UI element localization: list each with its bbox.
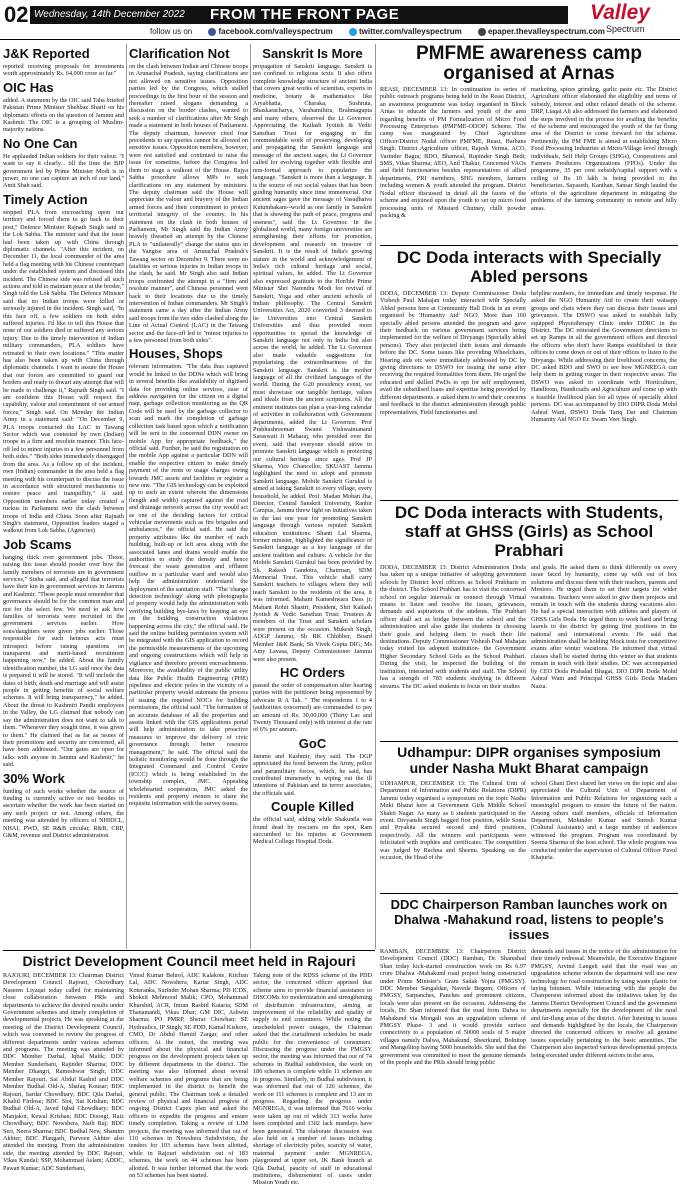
abled-col-a: DODA, DECEMBER 13: Deputy Commissioner Doda Vishesh Paul Mahajan today interacted with Specially Abled persons here at Community Hall Doda in an event organised by 'Humanity Aid' NGO. More than 160 specially abled persons attended the program and gave their feedback on various government services being implemented for the welfare of Divyangs (Specially abled persons). They also projected their issues and demands before the DC. Some issues like providing Wheelchairs, Hearing aids etc were immediately addressed by DC by giving directions to DSWO for issuing the same after receiving the required formalities from them. He urged the educated and skilled PwDs to opt for self employment, avail the subsidised loans and expertise being provided by different departments. e asked them to send their concerns and feedback to the district administration through public representatives, Field functionaries and <box>380 290 526 416</box>
article-text: reported receiving proposals for investments worth approximately Rs. 64,000 crore so far." <box>3 63 124 78</box>
headline-dc-doda-abled: DC Doda interacts with Specially Abled persons <box>396 248 662 286</box>
udhampur-col-a: UDHAMPUR, DECEMBER 13: The Cultural Unit of Department of Information and Public Relations (DIPR) Jammu today organised a symposium on the topic Nasha Mukt Bharat here at Government Girls Middle School Shakti Nagar. As many as 6 students participated in the event. Divyanshi Singh bagged first position, while Sonia and Pryakita secured second and third positions, respectively. All the winners and participants were felicitated with trophies and certificates. The competition was judged by Rachna and Sheenu. Speaking on the occasion, the Head of the <box>380 780 526 862</box>
article-text: funding of such works whether the source of funding is currently active or not besides to ascertain whether the work has been started on any such project or not. Among others, the meeting was attended by officers of NHIDCL, NHAI, PWD, SE R&B circular, R&B, CRP, G&M, revenue and District administration. <box>3 787 124 839</box>
pmfme-col-b: marketing, spices grinding, garlic paste etc. The District Agriculture officer elaborated the eligibility and terms of subsidy, interest and other related details of the scheme. DRP, Liaqat Ali also addressed the farmers and elaborated the steps involved in the process for availing the benefits of the scheme and encouraged the youth of the far flung area of the District to come forward for the scheme. Pertinently, the PM FME is aimed at establishing Micro Food Processing Industries at Micro/Village level through individuals, Self Help Groups (SHGs), Cooperatives and Farmers Producers Organizations (FPOs). Under the programme, 35 per cent subsidy/capital support with a ceiling of Rs 10 lakh is being provided to the beneficiaries. Sayaseth, Kanthan, Sansar Singh lauded the efforts of the agriculture department in mitigating the problems of the farming community in remote and hilly areas. <box>531 86 677 212</box>
section-rule <box>3 950 375 951</box>
date-bar <box>30 6 568 24</box>
masthead-rule <box>0 39 680 40</box>
article-text: Jammu and Kashmir, they said. The DGP appreciated the bond between the Army, police and paramilitary forces, which, he said, has contributed immensely in wiping out the ill intentions of Pakistan and its terror associates, the officials said. <box>253 752 372 797</box>
ramban-col-a: RAMBAN, DECEMBER 13: Chairperson District Development Council (DDC) Ramban, Dr. Shamshad Shan today kick-started construction work on Rs 6.97 crore Dhalwa -Mahakund road project being constructed under Prime Minister's Gram Sadak Yojna (PMGSY). DDC Member Sangaldan, Naveda Begum; Officers of PMGSY, Sarpanches, Panches and prominent citizens, locals were also present on the occasion. Addressing the locals, Dr. Shan informed that the road from Dalwa to Mahakund via Mongali was an upgradation scheme of PMGSY Phase- 3 and it would provide surface connectivity to a population of 50000 souls of 5 major villages namely Dalwa, Mahakund, Sheerkund, Bolnitop and Mangolitop having 5000 households. She said that the government was committed to meet the genuine demands of the people and the PRIs should bring public <box>380 948 526 1067</box>
issue-date: Wednesday, 14th December 2022 <box>34 9 185 20</box>
rajouri-col-c: Taking note of the RDSS scheme of the PDD sector, the concerned officer apprised that scheme aims to provide financial assistance to DISCOMs for modernization and strengthening of distribution infrastructure, aiming at improvement of the reliability and quality of supply to end consumers. While noting the unscheduled power outages, the Chairman asked that the curtailment schedules be made public for the convenience of consumers. Discussing the progress under the PMGSY sector, the meeting was informed that out of 74 schemes in Budhal subdivision, the work on 186 schemes is complete while 11 schemes are in progress. Similarly, in Budhal subdivision, it was informed that out of 126 schemes, the work on 111 schemes is complete and 13 are in progress. Regarding the progress under MGNREGA, it was informed that 7616 works were taken up out of which 313 works have been completed and 1302 lack mandays have been generated. The elaborate discussion was also held on a number of issues including shortage of electricity poles, scarcity of water, maternal payment under MGNREGA, playground at upper sot, JK Bank branch at Qila Darhal, paucity of staff in educational institutions, disbursement of cases under Mission Youth etc. <box>253 972 372 1187</box>
headline: Sanskrit Is More <box>262 46 363 61</box>
facebook-icon <box>208 28 216 36</box>
article-text: passed the order of compensation after hearing parties with the petitioner being represented by advocate R A Tak. " The respondents 1 to 4 (authorities concerned) are commanded to pay an amount of Rs. 30,00,000 (Thirty Lac and Twenty Thousand only) with interest at the rate of 6% per annum. <box>253 681 372 734</box>
twitter-link[interactable]: twitter.com/valleyspectrum <box>349 27 462 36</box>
article-text: added. A statement by the OIC said Taha briefed Pakistan Prime Minister Shehbaz Sharif on his diplomatic efforts on the question of Jammu and Kashmir. The OIC is a grouping of Muslim-majority nations. <box>3 96 124 134</box>
headline: Job Scams <box>3 536 72 552</box>
article-text: relevant information. "The data thus captured would be linked to the DDNs which will bring in several benefits like availability of digitised data for providing online services, ease of address navigation for the citizen on a digital map, garbage collection monitoring as the QR Code will be used by the garbage collector to scan and mark the completion of garbage collection task based upon which a notification will be sent to the concerned DDN owner on mobile App for appropriate feedback," the official said. Further, he said the registration on the mobile App against a particular DDN will enable the respective citizen to make timely payment of the rents or usage charges owing towards JMC assets and facilities or register a new one. "The GIS technology can be exploited up to such an extent wherein the dimensions (length and width) captured against the road and drainage network across the city would act as one of the deciding factors for critical vehicular movements such as fire brigades and ambulances," the official said. He said the property attributes like the number of each building, built-up or left area along with the associated lanes and drains would enable the authorities to study the density and hence forecast the waste generation and effluent outflow in a particular ward and would also help the administration understand the deployment of the sanitation staff. "The 'change detection technology' along with photographs of property would help the administration with verifying building bye-laws by keeping an eye on the building construction violations happening across the city," the official said. He said the online building permission system will be integrated with the GIS application to record the permissible measurements of the upcoming and ongoing constructions which will help in vigilance and therefore prevent encroachments. Moreover, the availability of the public utility data like Public Health Engineering (PHE) pipelines and electric poles in the vicinity of a particular property would automate the process of issuing the required NOCs for building permissions, the official said. "The formation of an accurate database of all the properties and assets linked with the GIS applications portal will help administration to take proactive measures to improve the delivery of civic governance through better resource management," he said. The official said the holistic monitoring would be done through the Integrated Command and Control Centre (ICCC) which is being established in the township complex, JMC. Appealing wholehearted cooperation, JMC asked the residents and property owners to share the requisite information with the survey teams. <box>129 363 248 808</box>
twitter-icon <box>349 28 357 36</box>
rajouri-col-b: Vinod Kumar Behrol, ADC Kalakote, Kitchan Lal, ADC Nowshera, Kartar Singh, ADC Koteranka, Surinder Mohan Sharma; PD ICDS, Shokeit Mehmood Malik; CPO, Mohammad Khurshid, ACR, Imran Rashid Kataria; SDM Thanamandi, Vikas Dhar; GM DIC, Ashwin Sharma; PO PMRP, Sherar Chowhan; SE Hydraulics, IP Singh; SE PDD, Kamal Kishore, CMO, Dr Abdul Hamid Zargar, and other officers. At the outset, the meeting was informed about the physical and financial progress on the development projects taken up by different departments in the district. The meeting was also informed about several welfare schemes and programs that are being implemented in the district to benefit the general public. The Chairman took a detailed review of physical and financial progress of ongoing District Capex plan and asked the officers to expedite the progress and ensure timely completion. Taking a review of LJM projects, the meeting was informed that out of 110 schemes in Nowshera Subdivision, the tenders for 103 schemes have been allotted, while in Rajouri subdivision out of 183 schemes, the work on 44 schemes has been allotted. It was further informed that the work on 53 schemes has been started. <box>129 972 248 1179</box>
column-divider <box>250 44 251 949</box>
article-text: hanging thick over government jobs. Those, raising this issue should ponder over how the family members of terrorists are in government services," Sinha said, and alleged that terrorists have their kin in government services in Jammu and Kashmir. "These people must remember that governance should be for the common man and not for the select few. We need to ask how families of terrorists were recruited in the government services earlier. How sons/daughters were given jobs earlier. Those responsible for such heinous acts must introspect before raising questions on transparent and merit-based recruitment happening now," he added. About the family identification number, the LG said once the data is prepared it will be stored. "It will include the dates of birth, death and marriage and will assist people in getting benefits of social welfare schemes. It will bring transparency," he added. About the threat to Kashmiri Pandit employees in the Valley, the LG claimed that nobody can say the administration does not want to talk to them. "Whenever they sought time, it was given to them." He claimed that as far as issues of their promotions and security are concerned, all have been addressed. "Our gates are open for talks with anyone in Jammu and Kashmir," he said. <box>3 553 124 769</box>
headline: Timely Action <box>3 191 88 207</box>
masthead <box>0 0 680 40</box>
column-divider <box>375 44 376 949</box>
article-text: He applauded Indian soldiers for their valour. "I want to say it clearly... till the time the BJP government led by Prime Minister Modi is in power, no one can capture an inch of our land," Amit Shah said. <box>3 152 124 190</box>
headline: GoC <box>298 735 327 751</box>
headline: Houses, Shops <box>129 346 223 362</box>
headline: HC Orders <box>279 664 346 680</box>
article-text: the official said, adding while Shakuntla was found dead by rescuers on the spot, Ram succumbed to his injuries at Government Medical College Hospital Doda. <box>253 816 372 846</box>
page-number: 02 <box>4 2 29 27</box>
facebook-link[interactable]: facebook.com/valleyspectrum <box>208 27 332 36</box>
pmfme-col-a: REASI, DECEMBER 13: In continuation to series of public outreach programs being held in the Reasi District, an awareness programme was today organised in Block Arnas to educate the farmers and youth of the area regarding benefits of PM Formalization of Micro Food Processing Enterprises (PMFME-ODOP) Scheme. The camp was inaugurated by Chief Agriculture Officer/District Nodal officer PMFME, Reasi, Harbans Singh. District Agriculture officer, Rajesh Verma, ACO, Varinder Bagra; BDO, Bhanwal, Rupinder Singh Bedi; SMS, Vikas Sharma; AEO, Anil Thakur, Concerned VAOs and field functionaries besides representatives of allied departments, PRI members, SHG members, farmers including women & youth attended the program. District Nodal officer discussed in detail all the facets of the scheme and enjoined upon the youth to set up micro food processing units of Mustard Chutney, chilli powder packing & <box>380 86 526 219</box>
article-text: propagation of Sanskrit language. Sanskrit is not confined to religious texts. It also offers complete knowledge structure of ancient India that covers great works of scientists, experts in medicine, botany & mathematics like Aryabhatta, Charaka, Sushruta, Bhaskaracharya, Varahamihira, Brahmagupta and many others, observed the Lt Governor. Appreciating the Kailash Jyotish & Vedic Sansthan Trust for engaging in the commendable work of preserving, developing and propagating the Sanskrit language and message of the ancient sages, the Lt Governor called for evolving together with flexible and non-formal approach to popularize the language. "Sanskrit is more than a language. It is the source of our social values that has been guiding humanity since time immemorial. Our ancient sages gave the message of Vasudhaiva Kutumbakam--world as one family in Sanskrit that is showing the path of peace, progress and oneness", said the Lt Governor. In the globalised world, many foreign universities are strengthening their efforts for promotion, development and research on treasure of Sanskrit. It is the result of India's growing stature in the world and acknowledgement of India's rich cultural heritage and social, spiritual values, he added. The Lt Governor also expressed gratitude to the Hon'ble Prime Minister Shri Narendra Modi for revival of Sanskrit, Yoga and other ancient schools of Indian philosophy. The Central Sanskrit Universities Act, 2020 converted 3 deemed to be Universities into Central Sanskrit Universities and thus provided more opportunities to spread the knowledge of Sanskrit language not only in India but also across the world, he added. The Lt Governor also made valuable suggestions for popularising the extraordinariness of the Sanskrit language. Sanskrit is the mother language of all the civilized languages of the world. During the G20 presidency event, we must showcase our tangible heritage, values and ideals from the ancient scriptures. All the eminent institutes can plan a year-long calendar of activities in collaboration with Government departments, added the Lt Governor. Prof Prabhushreeman Swami Vishwatmanand Saraswati Ji Maharaj, who presided over the event, said that everyone should strive to promote Sanskrit language which is protecting our cultural heritage since ages. Prof JP Sharma, Vice Chancellor, SKUAST Jammu highlighted the need to adopt and promote Sanskrit language. Mobile Sanskrit Gurukul is aimed at taking Sanskrit to every village, every household, he added. Prof. Madan Mohan Jha, Director, Central Sanskrit University, Ranbir Campus, Jammu threw light on initiatives taken in the last one year for promoting Sanskrit language through various reputed Sanskrit education institutions. Shanti Lal Sharma, former minister, highlighted the significance of Sanskrit language as a key language of the ancient tradition and culture. A vehicle for the Mobile Sanskrit Gurukul has been provided by Sh. Rakesh Gandotra, Chairman, SDM Memorial Trust. This vehicle shall carry Sanskrit teachers to villages where they will teach Sanskrit to the residents of the area, it was informed. Mahant Kameshwara Dass ji; Mahant Rohit Shastri, President, Shri Kailash Jyotish & Vedic Sansthan Trust; Trustees & members of the Trust and Sanskrit scholars were present on the occasion. Mukesh Singh, ADGP Jammu; Sh RK Chhibber, Board Member J&K Bank; Sh Vivek Gupta DIG; Ms Amy Lavasa, Deputy Commissioner Jammu were also present. <box>253 63 372 663</box>
logo-top: Valley <box>590 1 650 24</box>
ramban-col-b: demands and issues in the notice of the administration for their timely redressal. Meanwhile, the Executive Engineer PMGSY, Arvind Langeh said that the road was an upgradation scheme wherein the department will use new technology for road construction by using waste plastic for laying bitumen. While interacting with the people the Chairperson informed about the initiatives taken by the Jammu District Development Council and the government departments especially for the development of the rural and far-flung areas of the district. After listening to issues and demands highlighted by the locals, the Chairperson directed the concerned officers to resolve all genuine issues especially pertaining to the basic amenities. The Chairperson also inspected various developmental projects being executed under different sectors in the area. <box>531 948 677 1059</box>
headline: OIC Has <box>3 79 54 95</box>
section-title: FROM THE FRONT PAGE <box>210 6 400 23</box>
section-rule <box>380 500 678 501</box>
headline-udhampur: Udhampur: DIPR organises symposium under Nasha Mukt Bharat campaign <box>397 744 661 776</box>
section-rule <box>380 245 678 246</box>
students-col-b: and goals. He asked them to think differently on every issue faced by humanity, come up with out of box solutions and discuss them with their teachers, parents and Mentors. He urged them to set their targets for wider vacations. Teachers were asked to give them projects and remain in touch with the students during vacations also. He had a special interaction with athletes and players of GHSS Girls Doda. He urged them to work hard and bring laurels to the district by getting first positions in the national and international events. He said that administration shall be holding Mock tests for competitive exams after winter vacations. He informed that virtual classes shall be started during this winter so that students remain in touch with their studies. DC was accompanied by CEO Doda Prahalad Bhagat, DIO DIPR Doda Mohd Ashraf Wani and Principal GHSS Girls Doda Madam Nazia. <box>531 564 677 690</box>
column-2 <box>129 44 248 949</box>
headline-ramban: DDC Chairperson Ramban launches work on Dhalwa -Mahakund road, listens to people's issues <box>390 897 668 942</box>
follow-label: follow us on <box>150 27 193 36</box>
headline: No One Can <box>3 135 78 151</box>
headline-dc-doda-students: DC Doda interacts with Students, staff at GHSS (Girls) as School Prabhari <box>394 503 664 560</box>
headline: Clarification Not <box>129 46 230 61</box>
headline: J&K Reported <box>3 46 90 61</box>
rajouri-col-a: RAJOURI, DECEMBER 13: Chairman District Development Council Rajouri, Chowdhary Naseem Liyaqat today called for maintaining close collaboration between PRIs and departments to achieve the desired results under Government schemes and timely completion of developmental projects. He was speaking at the meeting of the District Development Council, which was convened to review the progress of different departments under various schemes and programs. The meeting was attended by DDC Member Darhal, Iqbal Malik; DDC Member Sunderbani, Rajinder Sharma; DDC Member Dhangri, Rameshwar Singh; DDC Member Rajouri, Sai Abdul Rashid and DDC Member Budhal Old-A, Shafaq Kousar; BDC Rajouri, Sardar Chowdhary; BDC Qila Darhal, Khalid Firdose; BDC Siot, Sat Krishan; BDC Budhal Old-A, Javed Iqbal Chowdhary; BDC Manjakot, Kewal Krishan; BDC Doongi, Raiz Chowdhary; BDC Nowshera, Naib Raj; BDC Seri, Neera Sharma; BDC Budhal New, Shamim Akhter; BDC Plangarh, Parveen Akhter also attended the meeting. From the administration side, the meeting attended by DDC Rajouri, Vikas Kundal; SSP, Mohammad Aslam; ADDC, Pawan Kumar; ADC Sunderbani, <box>3 972 124 1172</box>
globe-icon <box>478 28 486 36</box>
section-rule <box>380 893 678 894</box>
section-rule <box>380 741 678 742</box>
article-text: on the clash between Indian and Chinese troops in Arunachal Pradesh, saying clarifications are not allowed on sensitive issues. Opposition parties led by the Congress, which stalled proceedings in the first hour of the session and thereafter raised slogans demanding a discussion on the border clashes, wanted to seek a number of clarifications after Mr Singh made a statement in both houses of Parliament. The deputy chairman, however cited four precedents to say queries cannot be allowed on sensitive issues. Opposition members, however, were not satisfied and continued to raise the issue for sometime, before the Congress led them to stage a walkout of the House. Rajya Sabha procedure allows MPs to seek clarifications on any statement by ministers. The deputy chairman said the House will appreciate the valour and bravery of the Indian armed forces and their commitment to protect territorial integrity of the country. In his statement on the clash in both houses of Parliament, Mr Singh said the Indian Army bravely thwarted an attempt by the Chinese PLA to "unilaterally" change the status quo in the Yangtse area of Arunachal Pradesh's Tawang sector on December 9. There were no fatalities or serious injuries to Indian troops in the clash, he said. Mr Singh also said Indian troops confronted the attempt in a "firm and resolute manner", and Chinese personnel went back to their locations due to the timely intervention of Indian commanders. Mr Singh's statement came a day after the Indian Army said troops from the two sides clashed along the Line of Actual Control (LAC) in the Tawang sector and the face-off led to "minor injuries to a few personnel from both sides". <box>129 63 248 345</box>
abled-col-b: helpline numbers, for immediate and timely response. He asked the NGO Humanity Aid to create their watsapp groups and chats where they can discuss their issues and grievances. The DSWO was asked to establish fully equipped Physiotherapy Clinic under DDRC in the District. The DC reiterated the Government directions to set up Ramps in all the government offices and directed the officers who don't have Ramps established in their offices to come down or out of their offices to listen to the Divyangs. While addressing their livelihood concerns, the DC asked BDO and SWO to see how MGNREGA can help them in getting rozgar in their respective areas. The DSWO was asked to coordinate with Horticulture, Handloom, Handicrafts and Agriculture and come up with a feasible livelihood plan for all types of specially abled persons. DC was accompanied by DIO DIPR Doda Mohd Ashraf Wani, DSWO Doda Tariq Dar and Chairman Humanity Aid NGO Er. Swarn Veer Singh. <box>531 290 677 423</box>
headline: 30% Work <box>3 770 65 786</box>
students-col-a: DODA, DECEMBER 13: District Administration Doda has taken up a unique initiative of adopting government schools by District level officers as School Prabharis in the district. The School Prabhari has to visit the concerned school on regular intervals or connect through Virtual means to listen and resolve the issues, grievances, demands and aspirations of the students. The Prabhari officer shall act as bridge between the school and the administration and also guide the students in choosing their goals and helping them to reach their life destinations. Deputy Commissioner Vishesh Paul Mahajan today visited his adopted institution- the Government Higher Secondary School Girls as the School Prabhari. During the visit, he inspected the building of the institution, interacted with students and staff. The School has a strength of 783 students studying in different streams. The DC asked students to focus on their studies <box>380 564 526 690</box>
logo <box>590 2 678 38</box>
udhampur-col-b: school Ghani Devi shared her views on the topic and also appreciated the Cultural Unit of Department of Information and Public Relations for organizing such a meaningful program to ensure the future of the nation. Among others staff members, officials of Information Department, Mohinder Kumar and Suresh Kumar (Cultural Assistants) and a large number of audiences witnessed the program. Program was coordinated by Seema Sharma of the host school. The whole program was conducted under the supervision of Cultural Officer Pavul Khajuria. <box>531 780 677 862</box>
column-1 <box>3 44 124 949</box>
headline: Couple Killed <box>270 799 355 815</box>
social-bar <box>150 27 619 36</box>
epaper-link[interactable]: epaper.thevalleyspectrum.com <box>478 27 605 36</box>
column-3 <box>253 44 372 949</box>
article-text: stopped PLA from encroaching upon our territory and forced them to go back to their post," Defence Minister Rajnath Singh said in the Lok Sabha. The minister said that the issue had been taken up with China through diplomatic channels. "After this incident, on December 11, the local commander of the area held a flag meeting with his Chinese counterpart under the established system and discussed this incident. The Chinese side was refused all such actions and told to maintain peace at the border," Singh told the Lok Sabha. The Defence Minister said that no Indian troops were killed or seriously injured in the incident. Singh said, "In this face off, a few soldiers on both sides suffered injuries. I'd like to tell this House that none of our soldiers died or suffered any serious injury. Due to the timely intervention of Indian military commanders, PLA soldiers have retreated to their own locations." "This matter has also been taken up with China through diplomatic channels. I want to assure the House that our forces are committed to guard our borders and ready to thwart any attempt that will be made to challenge it," Rajnath Singh said. "I am confident this House will respect the capability, valour and commitment of our armed forces," Singh said. On Monday the Indian Army in a statement said: "On December 9, PLA troops contacted the LAC in Tawang Sector which was contested by own (Indian) troops in a firm and resolute manner. This face-off led to minor injuries to a few personnel from both sides." "Both sides immediately disengaged from the area. As a follow up of the incident, own (Indian) commander in the area held a flag meeting with his counterpart to discuss the issue in accordance with structured mechanisms to restore peace and tranquillity," it said. Opposition members earlier today created a ruckus in Parliament over the clash between troops of India and China. Soon after Rajnath Singh's statement, Opposition leaders staged a walkout from Lok Sabha. (Agencies) <box>3 208 125 535</box>
column-divider <box>126 44 127 949</box>
logo-bottom: Spectrum <box>606 24 645 34</box>
headline-pmfme: PMFME awareness camp organised at Arnas <box>416 43 642 84</box>
headline-rajouri: District Development Council meet held in Rajouri <box>22 953 356 969</box>
